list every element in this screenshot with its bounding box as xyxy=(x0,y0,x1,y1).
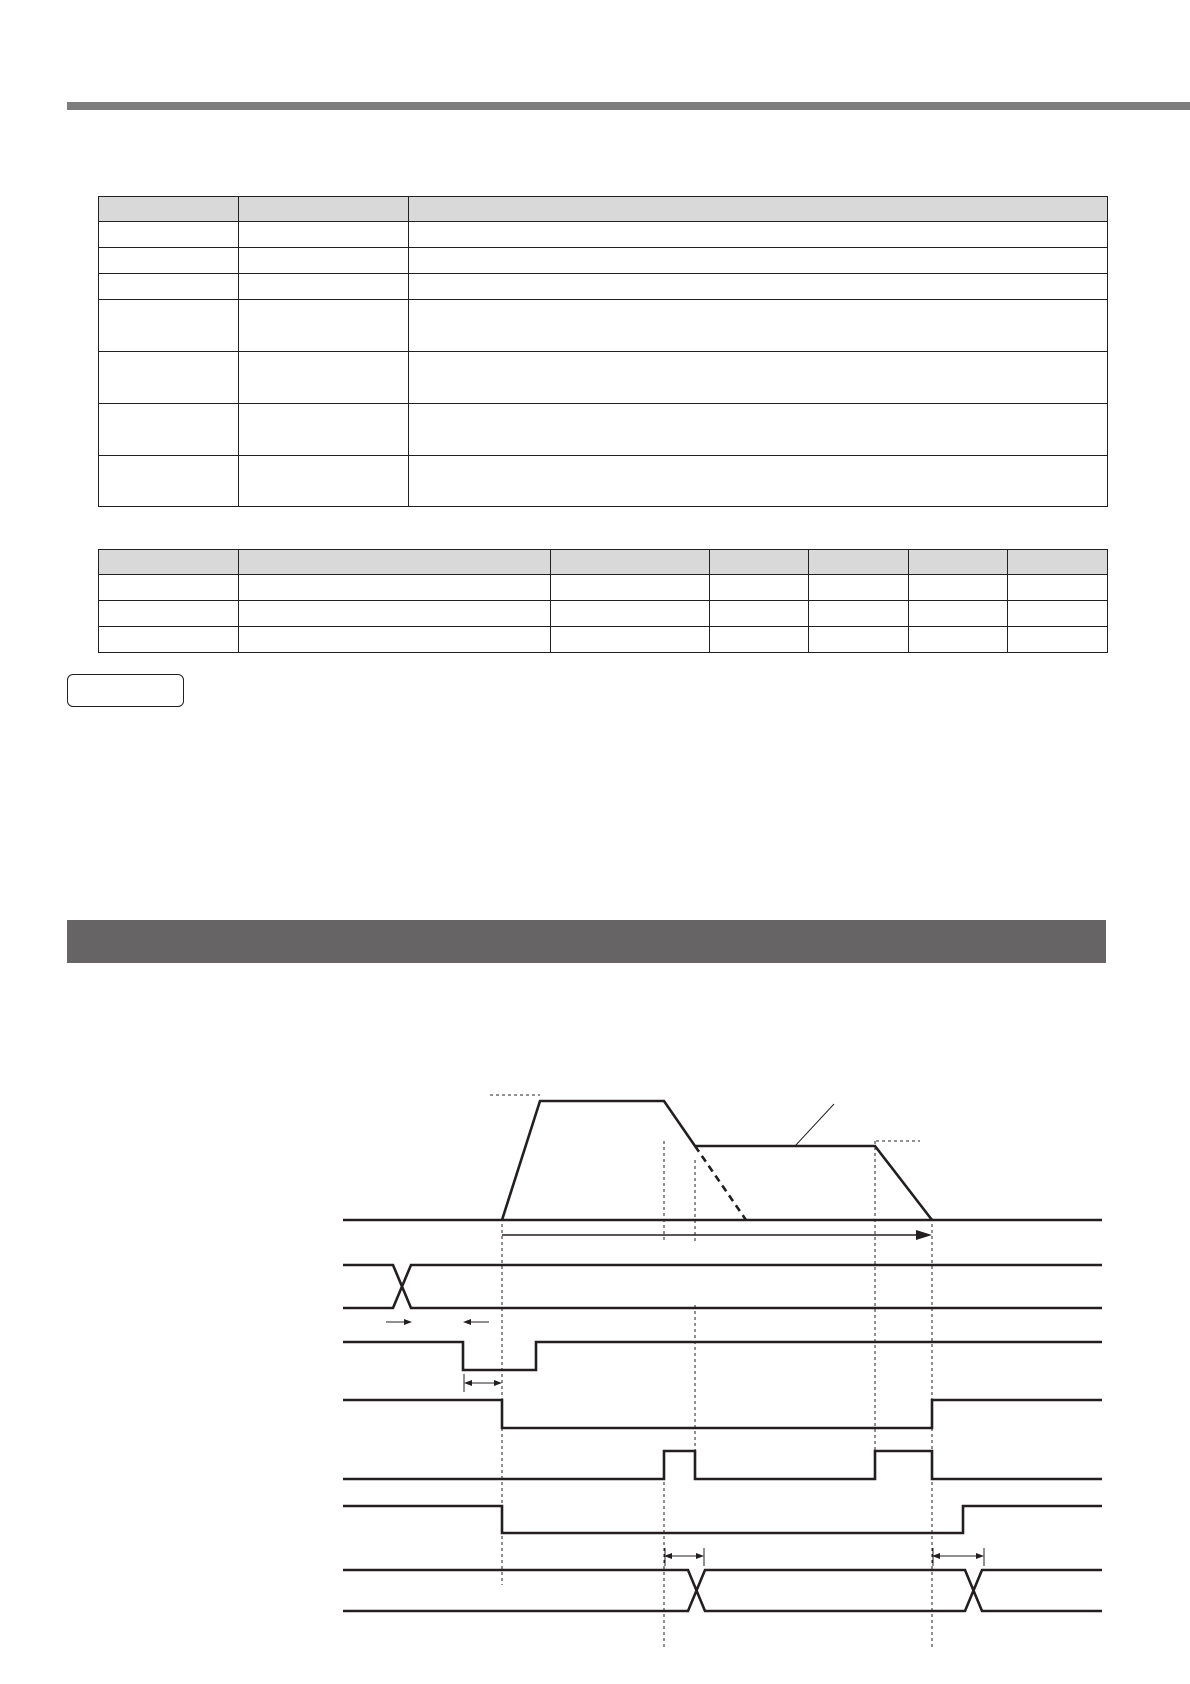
speed-profile xyxy=(343,1101,1102,1220)
arrowhead xyxy=(916,1230,932,1240)
timing-ticks xyxy=(464,1374,984,1566)
signal-pulse-high xyxy=(343,1451,1102,1479)
signal-level-low-1 xyxy=(343,1400,1102,1428)
signal-pulse-low xyxy=(343,1342,1102,1370)
speed-callout-leader xyxy=(795,1104,834,1146)
signal-bus-1 xyxy=(343,1265,1102,1308)
speed-curve xyxy=(502,1101,932,1220)
signal-level-low-2 xyxy=(343,1506,1102,1533)
speed-curve-dashed xyxy=(695,1146,746,1220)
timing-arrows xyxy=(386,1319,984,1559)
guide-lines xyxy=(490,1095,932,1650)
signal-bus-2 xyxy=(343,1570,1102,1611)
